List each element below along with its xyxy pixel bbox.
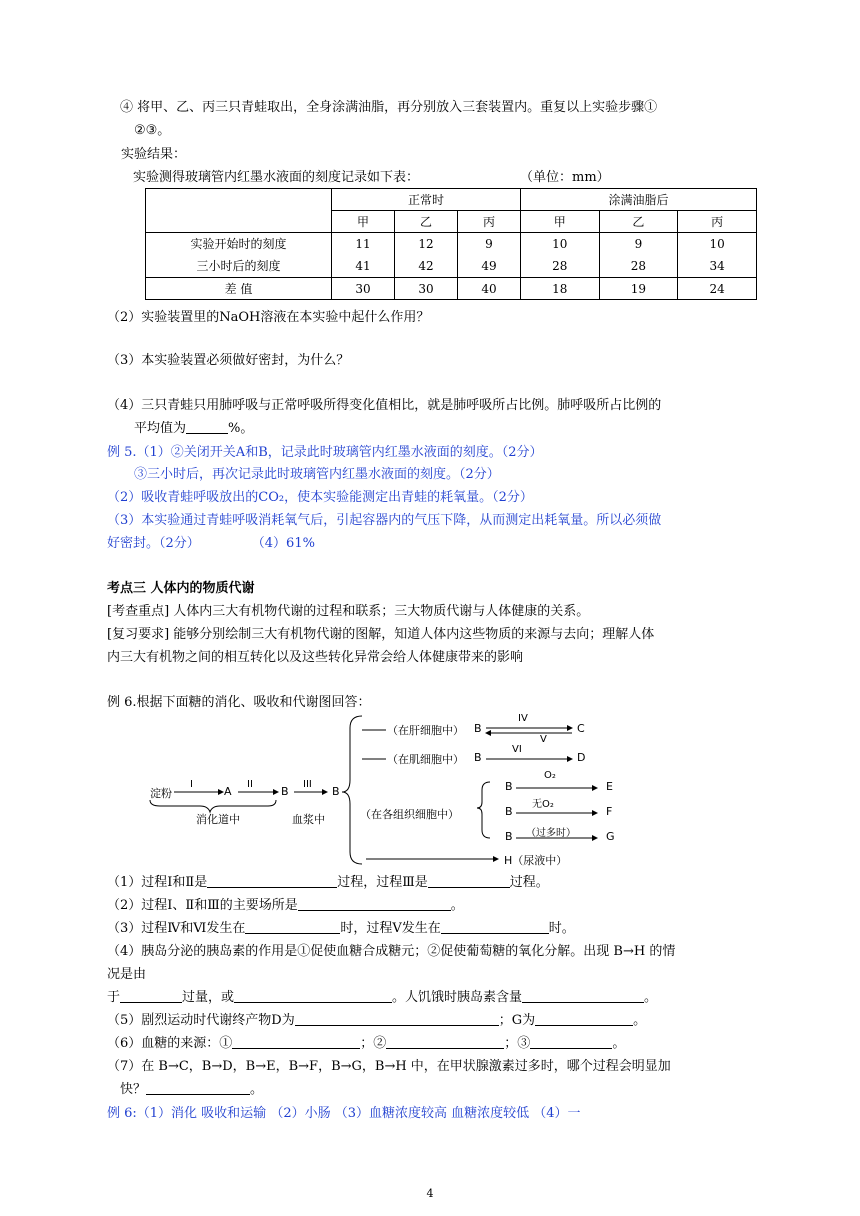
answer-blank[interactable] [120,989,182,1003]
row-start-label: 实验开始时的刻度 [190,237,287,251]
page-number: 4 [426,1187,434,1200]
table-unit: （单位：mm） [520,170,610,185]
label-B: B [505,830,513,843]
table-cell: 9 49 [457,233,520,278]
answer5-4: （3）本实验通过青蛙呼吸消耗氧气后，引起容器内的气压下降，从而测定出耗氧量。所以必须做 [107,513,662,528]
group-oiled-header: 涂满油脂后 [520,189,756,211]
step4-line-b: ②③。 [134,123,171,138]
label-plasma: 血浆中 [292,813,325,826]
metabolism-diagram [130,708,630,873]
example6-intro: 例 6.根据下面糖的消化、吸收和代谢图回答： [107,695,371,710]
label-I: I [190,779,193,790]
measurement-table [145,188,757,300]
table-cell: 18 [520,278,599,300]
frog-header: 丙 [678,211,757,233]
frog-header: 丙 [457,211,520,233]
label-muscle: （在肌细胞中） [387,753,464,766]
answer5-5: 好密封。（2分） （4）61% [107,536,315,551]
answer-blank[interactable] [522,989,644,1003]
label-tissue: （在各组织细胞中） [360,808,459,821]
step4-line-a: ④ 将甲、乙、丙三只青蛙取出，全身涂满油脂，再分别放入三套装置内。重复以上实验步骤① [120,100,658,115]
section-title: 考点三 人体内的物质代谢 [107,581,255,596]
label-B: B [332,785,340,798]
label-F: F [606,805,613,818]
ex6-q1: （1）过程Ⅰ和Ⅱ是 过程，过程Ⅲ是 过程。 [107,875,549,890]
answer-blank[interactable] [146,1081,250,1095]
table-caption: 实验测得玻璃管内红墨水液面的刻度记录如下表： [133,170,420,185]
label-II: II [247,779,253,790]
answer-blank[interactable] [207,874,337,888]
small-brace [477,782,490,838]
label-IV: IV [518,713,528,724]
result-heading: 实验结果： [121,147,187,162]
answer5-1: 例 5.（1）②关闭开关A和B，记录此时玻璃管内红墨水液面的刻度。（2分） [107,445,543,460]
answer-blank[interactable] [386,1035,504,1049]
ex6-q6: （6）血糖的来源：① ；② ；③ 。 [107,1036,626,1051]
table-cell: 24 [678,278,757,300]
label-B: B [281,785,289,798]
frog-header: 甲 [332,211,395,233]
table-cell: 11 41 [332,233,395,278]
question-2: （2）实验装置里的NaOH溶液在本实验中起什么作用？ [107,310,430,325]
label-A: A [224,785,232,798]
row-diff-label: 差 值 [146,278,332,300]
table-cell: 10 28 [520,233,599,278]
label-starch: 淀粉 [150,787,172,800]
answer-blank[interactable] [441,920,549,934]
requirement-line-b: 内三大有机物之间的相互转化以及这些转化异常会给人体健康带来的影响 [107,650,524,665]
requirement-line-a: [复习要求] 能够分别绘制三大有机物代谢的图解，知道人体内这些物质的来源与去向；理解人体 [107,627,655,642]
answer5-3: （2）吸收青蛙呼吸放出的CO₂，使本实验能测定出青蛙的耗氧量。（2分） [107,490,533,505]
answer-blank[interactable] [295,1012,499,1026]
label-VI: VI [512,744,522,755]
label-H: H（尿液中） [504,854,568,867]
answer-blank[interactable] [245,920,340,934]
answer-blank[interactable] [234,989,392,1003]
table-cell: 30 [332,278,395,300]
table-cell: 40 [457,278,520,300]
table-cell: 19 [599,278,678,300]
label-E: E [606,780,613,793]
table-cell: 12 42 [394,233,457,278]
answer-blank[interactable] [232,1035,360,1049]
question-3: （3）本实验装置必须做好密封，为什么？ [107,353,350,368]
answer-blank[interactable] [186,420,228,434]
label-noO2: 无O₂ [532,799,554,810]
ex6-q3: （3）过程Ⅳ和Ⅵ发生在 时，过程Ⅴ发生在 时。 [107,921,575,936]
group-normal-header: 正常时 [332,189,521,211]
ex6-q7-a: （7）在 B→C，B→D，B→E，B→F，B→G，B→H 中，在甲状腺激素过多时，哪个过程会明显加 [107,1059,671,1074]
ex6-q4-c: 于 过量，或 。人饥饿时胰岛素含量 。 [107,990,658,1005]
label-O2: O₂ [544,770,556,781]
answer-blank[interactable] [428,874,510,888]
question-4-a: （4）三只青蛙只用肺呼吸与正常呼吸所得变化值相比，就是肺呼吸所占比例。肺呼吸所占比例的 [107,398,662,413]
label-B: B [505,780,513,793]
ex6-q4-b: 况是由 [107,967,147,982]
ex6-q4-a: （4）胰岛分泌的胰岛素的作用是①促使血糖合成糖元；②促使葡萄糖的氧化分解。出现 B→H 的情 [107,944,676,959]
table-cell: 10 34 [678,233,757,278]
frog-header: 乙 [394,211,457,233]
answer-blank[interactable] [535,1012,633,1026]
label-B: B [474,722,482,735]
frog-header: 乙 [599,211,678,233]
label-B: B [505,805,513,818]
label-G: G [606,830,615,843]
row-end-label: 三小时后的刻度 [196,259,281,273]
label-III: III [303,779,312,790]
label-excess: （过多时） [526,828,576,839]
question-4-b: 平均值为 %。 [134,421,254,436]
frog-header: 甲 [520,211,599,233]
ex6-q7-b: 快？ 。 [120,1082,264,1097]
label-digestive-tract: 消化道中 [196,813,240,826]
label-V: V [540,734,547,745]
ex6-q5: （5）剧烈运动时代谢终产物D为 ；G为 。 [107,1013,647,1028]
label-B: B [474,751,482,764]
answer5-2: ③三小时后，再次记录此时玻璃管内红墨水液面的刻度。（2分） [134,467,500,482]
row-labels [146,233,332,278]
label-D: D [577,751,586,764]
answer6-1: 例 6:（1）消化 吸收和运输 （2）小肠 （3）血糖浓度较高 血糖浓度较低 （4）一 [107,1106,581,1121]
label-C: C [577,722,585,735]
table-cell: 9 28 [599,233,678,278]
big-brace [342,716,362,864]
answer-blank[interactable] [530,1035,612,1049]
focus-line: [考查重点] 人体内三大有机物代谢的过程和联系；三大物质代谢与人体健康的关系。 [107,604,590,619]
ex6-q2: （2）过程Ⅰ、Ⅱ和Ⅲ的主要场所是 。 [107,898,464,913]
answer-blank[interactable] [298,897,451,911]
table-cell: 30 [394,278,457,300]
label-liver: （在肝细胞中） [387,724,464,737]
